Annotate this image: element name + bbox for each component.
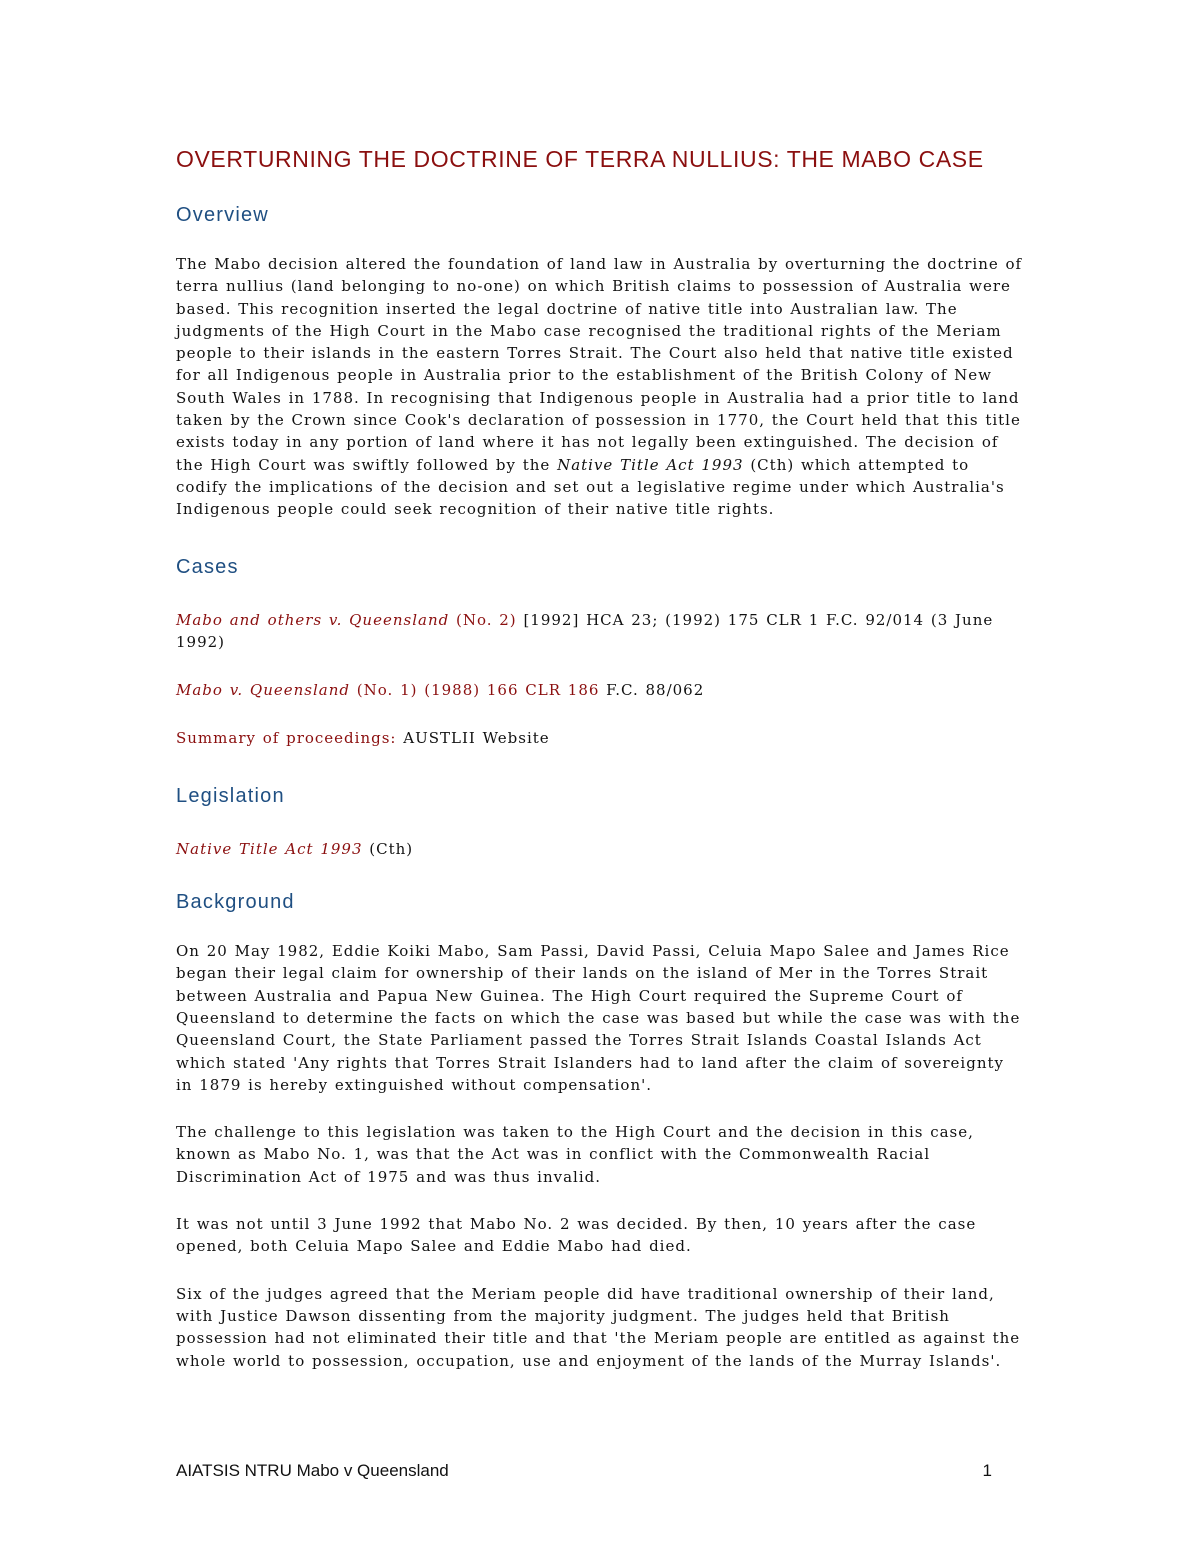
- summary-of-proceedings: [176, 727, 1026, 749]
- footer-page-number: 1: [982, 1461, 992, 1480]
- case-1-details: [1992] HCA 23; (1992) 175 CLR 1 F.C. 92/014 (3 June 1992): [176, 610, 994, 651]
- case-2-number[interactable]: (No. 1) (1988) 166 CLR 186: [350, 681, 600, 700]
- background-paragraph-4: Six of the judges agreed that the Meriam people did have traditional ownership of their land, with Justice Dawson dissenting from the majority judgment. The judges held that British possession had not eliminated their title and that 'the Meriam people are entitled as against the whole world to possession, occupation, use and enjoyment of the lands of the Murray Islands'.: [176, 1284, 1021, 1370]
- document-title: OVERTURNING THE DOCTRINE OF TERRA NULLIUS: THE MABO CASE: [176, 146, 984, 172]
- case-1-name[interactable]: Mabo and others v. Queensland: [176, 610, 450, 629]
- overview-text-1: The Mabo decision altered the foundation of land law in Australia by overturning the doctrine of terra nullius (land belonging to no-one) on which British claims to possession of Australia were based. This recognition inserted the legal doctrine of native title into Australian law. The judgments of the High Court in the Mabo case recognised the traditional rights of the Meriam people to their islands in the eastern Torres Strait. The Court also held that native title existed for all Indigenous people in Australia prior to the establishment of the British Colony of New South Wales in 1788. In recognising that Indigenous people in Australia had a prior title to land taken by the Crown since Cook's declaration of possession in 1770, the Court held that this title exists today in any portion of land where it has not legally been extinguished. The decision of the High Court was swiftly followed by the: [176, 255, 1023, 474]
- cases-heading: Cases: [176, 555, 239, 578]
- case-citation-1: [176, 609, 1026, 654]
- overview-paragraph: [176, 253, 1026, 521]
- overview-text-2: (Cth) which attempted to codify the implications of the decision and set out a legislative regime under which Australia's Indigenous people could seek recognition of their native title rights.: [176, 455, 1005, 519]
- background-paragraph-3: It was not until 3 June 1992 that Mabo No. 2 was decided. By then, 10 years after the case opened, both Celuia Mapo Salee and Eddie Mabo had died.: [176, 1215, 977, 1256]
- overview-heading: Overview: [176, 204, 269, 226]
- summary-link[interactable]: AUSTLII Website: [396, 729, 550, 748]
- legislation-act-name[interactable]: Native Title Act 1993: [176, 839, 363, 858]
- case-2-name[interactable]: Mabo v. Queensland: [176, 681, 351, 700]
- footer-document-label: AIATSIS NTRU Mabo v Queensland: [176, 1461, 449, 1480]
- document-content: [176, 145, 1026, 1397]
- case-2-details: F.C. 88/062: [599, 681, 705, 700]
- background-heading: Background: [176, 891, 295, 914]
- page-footer: [176, 1461, 992, 1481]
- legislation-act-suffix: (Cth): [362, 839, 414, 858]
- legislation-item: [176, 838, 1026, 860]
- background-paragraph-2: The challenge to this legislation was taken to the High Court and the decision in this case, known as Mabo No. 1, was that the Act was in conflict with the Commonwealth Racial Discrimination Act of 1975 and was thus invalid.: [176, 1123, 974, 1186]
- case-1-number[interactable]: (No. 2): [449, 610, 517, 629]
- overview-act-title: Native Title Act 1993: [557, 455, 744, 474]
- background-paragraph-1: On 20 May 1982, Eddie Koiki Mabo, Sam Passi, David Passi, Celuia Mapo Salee and James Rice began their legal claim for ownership of their lands on the island of Mer in the Torres Strait between Australia and Papua New Guinea. The High Court required the Supreme Court of Queensland to determine the facts on which the case was based but while the case was with the Queensland Court, the State Parliament passed the Torres Strait Islands Coastal Islands Act which stated 'Any rights that Torres Strait Islanders had to land after the claim of sovereignty in 1879 is hereby extinguished without compensation'.: [176, 942, 1021, 1094]
- legislation-heading: Legislation: [176, 784, 285, 807]
- case-citation-2: [176, 679, 1026, 701]
- summary-label[interactable]: Summary of proceedings:: [176, 729, 397, 748]
